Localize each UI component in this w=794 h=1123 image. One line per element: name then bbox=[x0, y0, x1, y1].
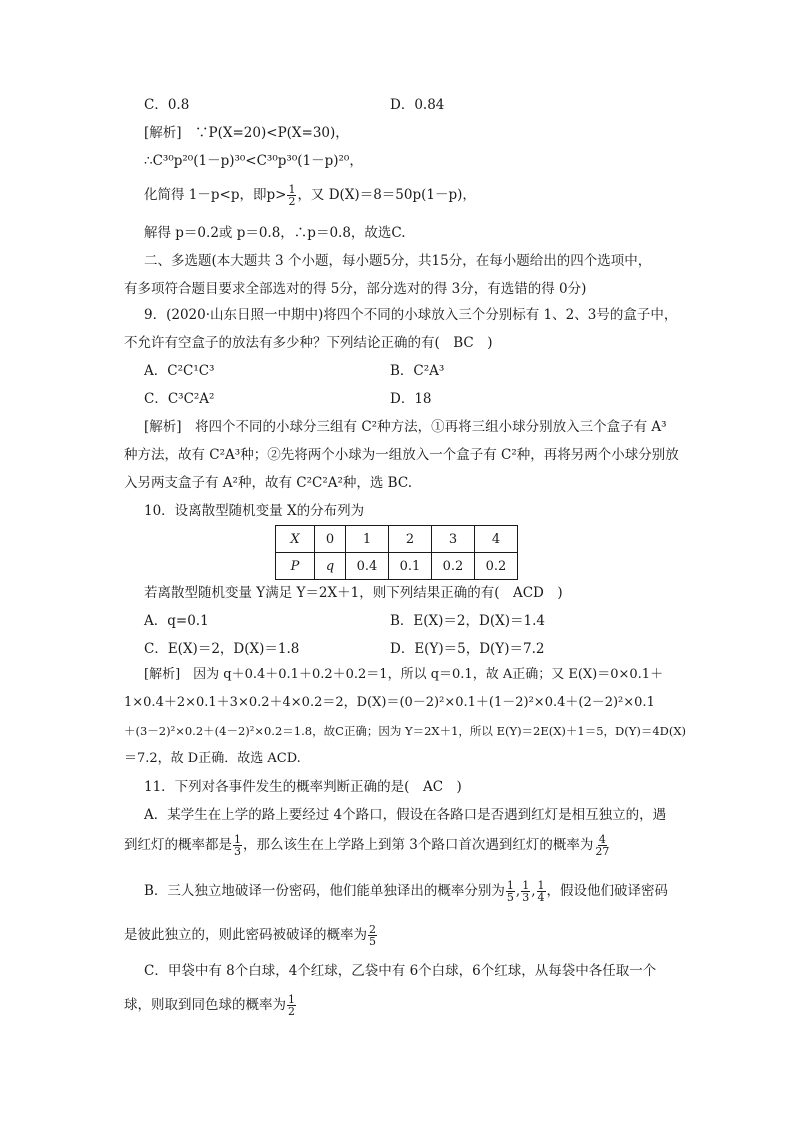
fraction-numerator: 2 bbox=[369, 923, 376, 936]
table-row-p bbox=[276, 553, 518, 580]
q11-c-text: 球，则取到同色球的概率为 bbox=[124, 997, 286, 1013]
fraction-denominator: 5 bbox=[506, 891, 514, 904]
q8-analysis-text-a: 化简得 1－p<p，即p> bbox=[144, 187, 287, 203]
fraction-denominator: 5 bbox=[369, 935, 376, 948]
fraction-denominator: 4 bbox=[537, 891, 545, 904]
distribution-table bbox=[275, 525, 518, 580]
table-cell: 2 bbox=[389, 526, 432, 553]
fraction-denominator: 27 bbox=[595, 845, 610, 858]
q8-analysis-line2: ∴C³⁰p²⁰(1－p)³⁰<C³⁰p³⁰(1－p)²⁰， bbox=[144, 153, 363, 169]
q11-option-c-line1: C．甲袋中有 8个白球，4个红球，乙袋中有 6个白球，6个红球，从每袋中各任取一个 bbox=[144, 963, 657, 979]
q8-option-d: D．0.84 bbox=[390, 97, 445, 113]
q10-option-a: A．q=0.1 bbox=[144, 613, 209, 629]
q9-analysis-line1: [解析] 将四个不同的小球分三组有 C²种方法，①再将三组小球分别放入三个盒子有 A³ bbox=[144, 419, 667, 435]
q9-stem-line2: 不允许有空盒子的放法有多少种？下列结论正确的有( BC ) bbox=[124, 335, 493, 351]
q10-analysis-line4: ＝7.2，故 D正确．故选 ACD. bbox=[124, 751, 301, 766]
q11-b-text-post: ，假设他们破译密码 bbox=[546, 883, 669, 899]
q10-stem-line2: 若离散型随机变量 Y满足 Y＝2X＋1，则下列结果正确的有( ACD ) bbox=[144, 585, 563, 601]
table-cell: X bbox=[276, 526, 315, 553]
q10-option-c: C．E(X)＝2，D(X)＝1.8 bbox=[144, 641, 300, 657]
q11-a-text-mid: ，那么该生在上学路上到第 3个路口首次遇到红灯的概率为 bbox=[243, 837, 594, 853]
table-cell: P bbox=[276, 553, 315, 580]
fraction-numerator: 4 bbox=[598, 833, 606, 846]
table-cell: 0.2 bbox=[432, 553, 475, 580]
fraction-numerator: 1 bbox=[522, 879, 530, 892]
table-row-x bbox=[276, 526, 518, 553]
q11-b-fraction-answer bbox=[368, 924, 377, 947]
table-cell: 0 bbox=[315, 526, 346, 553]
q8-option-c: C．0.8 bbox=[144, 97, 190, 113]
q11-a-text-pre: 到红灯的概率都是 bbox=[124, 837, 232, 853]
q10-option-b: B．E(X)＝2，D(X)＝1.4 bbox=[390, 613, 545, 629]
q11-b-fraction-2 bbox=[521, 880, 530, 903]
q11-option-c-line2 bbox=[124, 994, 297, 1017]
q9-analysis-line3: 入另两支盒子有 A²种，故有 C²C²A²种，选 BC. bbox=[124, 475, 412, 491]
q11-option-a-line2 bbox=[124, 834, 611, 857]
section2-line2: 有多项符合题目要求全部选对的得 5分，部分选对的得 3分，有选错的得 0分) bbox=[124, 281, 587, 297]
q10-analysis-line2: 1×0.4＋2×0.1＋3×0.2＋4×0.2＝2，D(X)＝(0－2)²×0.1＋(1－2)²×0.4＋(2－2)²×0.1 bbox=[124, 695, 655, 710]
q8-analysis-line3 bbox=[144, 184, 476, 207]
q11-b-text-pre: B．三人独立地破译一份密码，他们能单独译出的概率分别为 bbox=[144, 883, 505, 899]
table-cell: 0.2 bbox=[475, 553, 518, 580]
q9-stem-line1: 9．(2020·山东日照一中期中)将四个不同的小球放入三个分别标有 1、2、3号的盒子中， bbox=[144, 307, 678, 323]
q9-option-c: C．C³C²A² bbox=[144, 391, 215, 407]
fraction-denominator: 2 bbox=[288, 1005, 295, 1018]
table-cell: 0.4 bbox=[346, 553, 389, 580]
fraction-denominator: 2 bbox=[288, 195, 296, 208]
q11-a-fraction-1 bbox=[233, 834, 242, 857]
q9-analysis-line2: 种方法，故有 C²A³种；②先将两个小球为一组放入一个盒子有 C²种，再将另两个小球分别放 bbox=[124, 447, 679, 463]
q11-c-fraction bbox=[287, 994, 296, 1017]
q11-option-a-line1: A．某学生在上学的路上要经过 4个路口，假设在各路口是否遇到红灯是相互独立的，遇 bbox=[144, 807, 667, 823]
table-cell: 4 bbox=[475, 526, 518, 553]
section2-line1: 二、多选题(本大题共 3 个小题，每小题5分，共15分，在每小题给出的四个选项中， bbox=[144, 253, 652, 269]
table-cell: 0.1 bbox=[389, 553, 432, 580]
q10-stem: 10．设离散型随机变量 X的分布列为 bbox=[144, 503, 365, 519]
fraction-denominator: 3 bbox=[522, 891, 530, 904]
q10-analysis-line3: ＋(3－2)²×0.2＋(4－2)²×0.2＝1.8，故C正确；因为 Y＝2X＋1，所以 E(Y)＝2E(X)＋1＝5，D(Y)＝4D(X) bbox=[124, 724, 687, 738]
q9-option-a: A．C²C¹C³ bbox=[144, 363, 215, 379]
q8-analysis-text-b: ，又 D(X)＝8＝50p(1－p)， bbox=[297, 187, 476, 203]
q11-a-fraction-2 bbox=[594, 834, 610, 857]
q11-stem: 11．下列对各事件发生的概率判断正确的是( AC ) bbox=[144, 779, 462, 795]
table-cell: 3 bbox=[432, 526, 475, 553]
q8-fraction bbox=[287, 184, 296, 207]
fraction-denominator: 3 bbox=[234, 845, 241, 858]
q8-analysis-line1: [解析] ∵P(X=20)<P(X=30)， bbox=[144, 125, 349, 141]
fraction-numerator: 1 bbox=[537, 879, 545, 892]
table-cell: q bbox=[315, 553, 346, 580]
q9-option-b: B．C²A³ bbox=[390, 363, 445, 379]
fraction-numerator: 1 bbox=[234, 833, 241, 846]
q8-analysis-line4: 解得 p＝0.2或 p＝0.8，∴p＝0.8，故选C. bbox=[144, 225, 406, 241]
q11-b-fraction-3 bbox=[537, 880, 546, 903]
q10-analysis-line1: [解析] 因为 q＋0.4＋0.1＋0.2＋0.2＝1，所以 q＝0.1，故 A正确；又 E(X)＝0×0.1＋ bbox=[144, 667, 664, 682]
q11-b-fraction-1 bbox=[506, 880, 515, 903]
table-cell: 1 bbox=[346, 526, 389, 553]
q9-option-d: D．18 bbox=[390, 391, 432, 407]
q11-b2-text: 是彼此独立的，则此密码被破译的概率为 bbox=[124, 927, 367, 943]
q10-option-d: D．E(Y)＝5，D(Y)＝7.2 bbox=[390, 641, 545, 657]
q11-option-b-line2 bbox=[124, 924, 378, 947]
fraction-numerator: 1 bbox=[288, 993, 295, 1006]
q11-option-b-line1: B．三人独立地破译一份密码，他们能单独译出的概率分别为 $\frac{1}{5}$ , $\frac{1}{3}$ , $\frac{1}{4}$ ，假设他们破译密码 bbox=[144, 879, 669, 904]
fraction-numerator: 1 bbox=[288, 183, 296, 196]
fraction-numerator: 1 bbox=[506, 879, 514, 892]
